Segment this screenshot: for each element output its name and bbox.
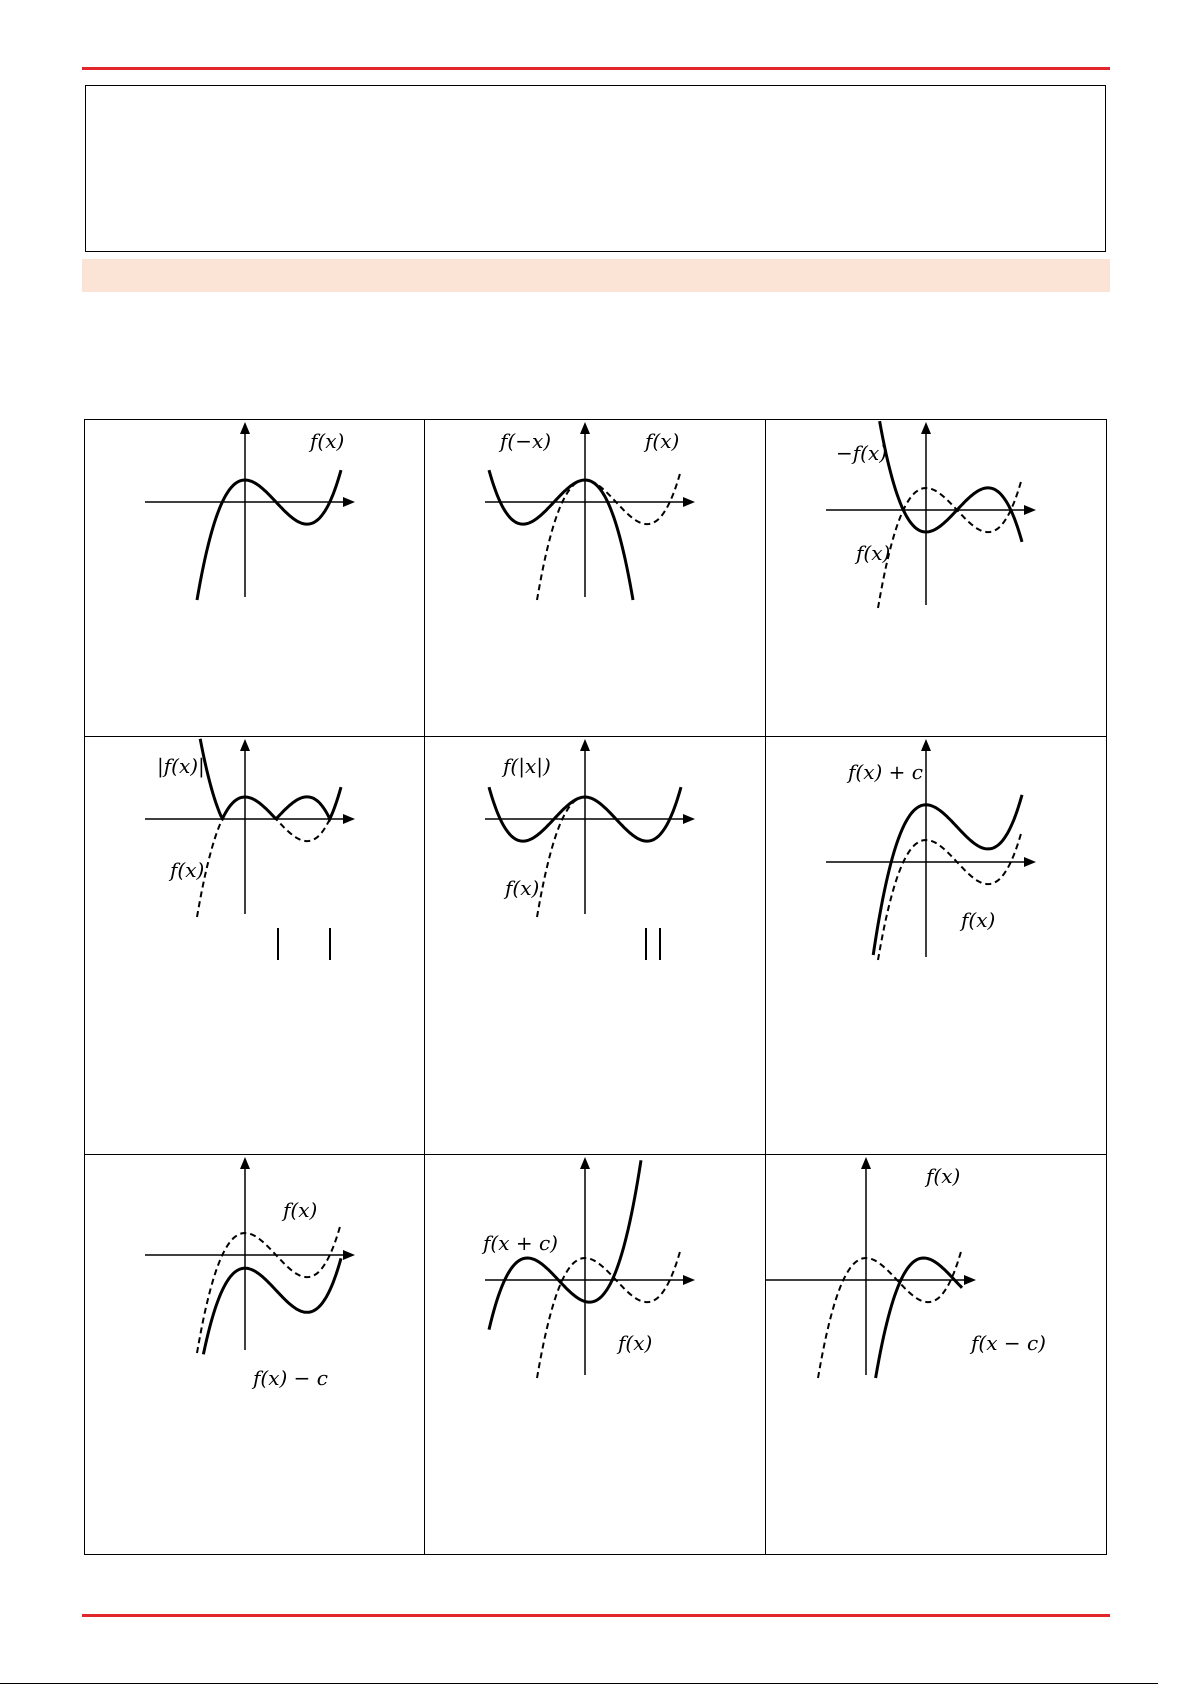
y-axis-arrow [240,422,250,434]
graph-label: f(x) [926,1164,961,1188]
x-axis-arrow [1024,505,1036,515]
original-curve [537,1248,681,1378]
graph-label: f(x) [618,1331,653,1355]
y-axis-arrow [861,1157,871,1169]
y-axis-arrow [921,739,931,751]
x-axis-arrow [683,814,695,824]
cell-f-x-minus-c [85,1155,425,1554]
graph-f-of-x-minus-c [766,1155,1106,1554]
cell-f-abs-x [425,737,766,1155]
x-axis-arrow [964,1275,976,1285]
y-axis-arrow [240,739,250,751]
graph-label: −f(x) [836,441,888,465]
graph-label: f(x) [283,1198,318,1222]
abs-bar [645,928,647,960]
y-axis-arrow [580,739,590,751]
cell-f-x-plus-c [766,737,1106,1155]
graph-f-abs-x [425,737,766,1155]
abs-bar [329,928,331,960]
graph-label: f(x) [505,876,540,900]
transformed-curve [197,470,341,600]
graph-label: f(x) − c [253,1366,328,1390]
graph-label: f(x) [645,429,680,453]
transformed-curve [873,795,1022,955]
original-curve [878,830,1022,960]
x-axis-arrow [343,497,355,507]
cell-f-x [85,420,425,737]
graph-f-of-x-plus-c [425,1155,766,1554]
transformed-curve [200,739,341,819]
footer-line [0,1683,1158,1684]
graph-f-x [85,420,425,737]
graph-label: f(|x|) [503,754,551,778]
transformations-table [84,419,1107,1555]
transformed-curve [876,1258,962,1378]
transformed-curve [880,421,1022,542]
section-header-band [82,259,1110,292]
cell-f-x-plus-c-shift [425,1155,766,1554]
abs-bars-middle [645,928,661,960]
info-box [85,85,1106,252]
graph-label: f(−x) [500,429,552,453]
original-curve [537,787,681,917]
graph-f-x-plus-c [766,737,1106,1155]
cell-f-x-minus-c-shift [766,1155,1106,1554]
x-axis-arrow [683,1275,695,1285]
abs-bar [277,928,279,960]
y-axis-arrow [580,422,590,434]
cell-abs-f-x [85,737,425,1155]
graph-label: f(x) [310,429,345,453]
y-axis-arrow [921,422,931,434]
transformed-curve [489,470,633,600]
x-axis-arrow [683,497,695,507]
abs-bars-left [277,928,331,960]
graph-label: f(x) [170,858,205,882]
original-curve [537,470,681,600]
y-axis-arrow [580,1157,590,1169]
x-axis-arrow [343,1250,355,1260]
graph-neg-f-x [766,420,1106,737]
graph-label: f(x − c) [971,1331,1046,1355]
x-axis-arrow [1024,857,1036,867]
transformed-curve [203,1258,341,1354]
graph-label: f(x + c) [483,1231,558,1255]
graph-f-x-minus-c [85,1155,425,1554]
abs-bar [659,928,661,960]
y-axis-arrow [240,1157,250,1169]
cell-neg-f-x [766,420,1106,737]
bottom-rule [82,1614,1110,1617]
cell-f-neg-x [425,420,766,737]
graph-label: f(x) [961,908,996,932]
graph-f-neg-x [425,420,766,737]
x-axis-arrow [343,814,355,824]
top-rule [82,67,1110,70]
graph-label: |f(x)| [157,754,205,778]
graph-label: f(x) [856,541,891,565]
graph-abs-f-x [85,737,425,1155]
original-curve [197,1223,341,1353]
graph-label: f(x) + c [848,760,923,784]
